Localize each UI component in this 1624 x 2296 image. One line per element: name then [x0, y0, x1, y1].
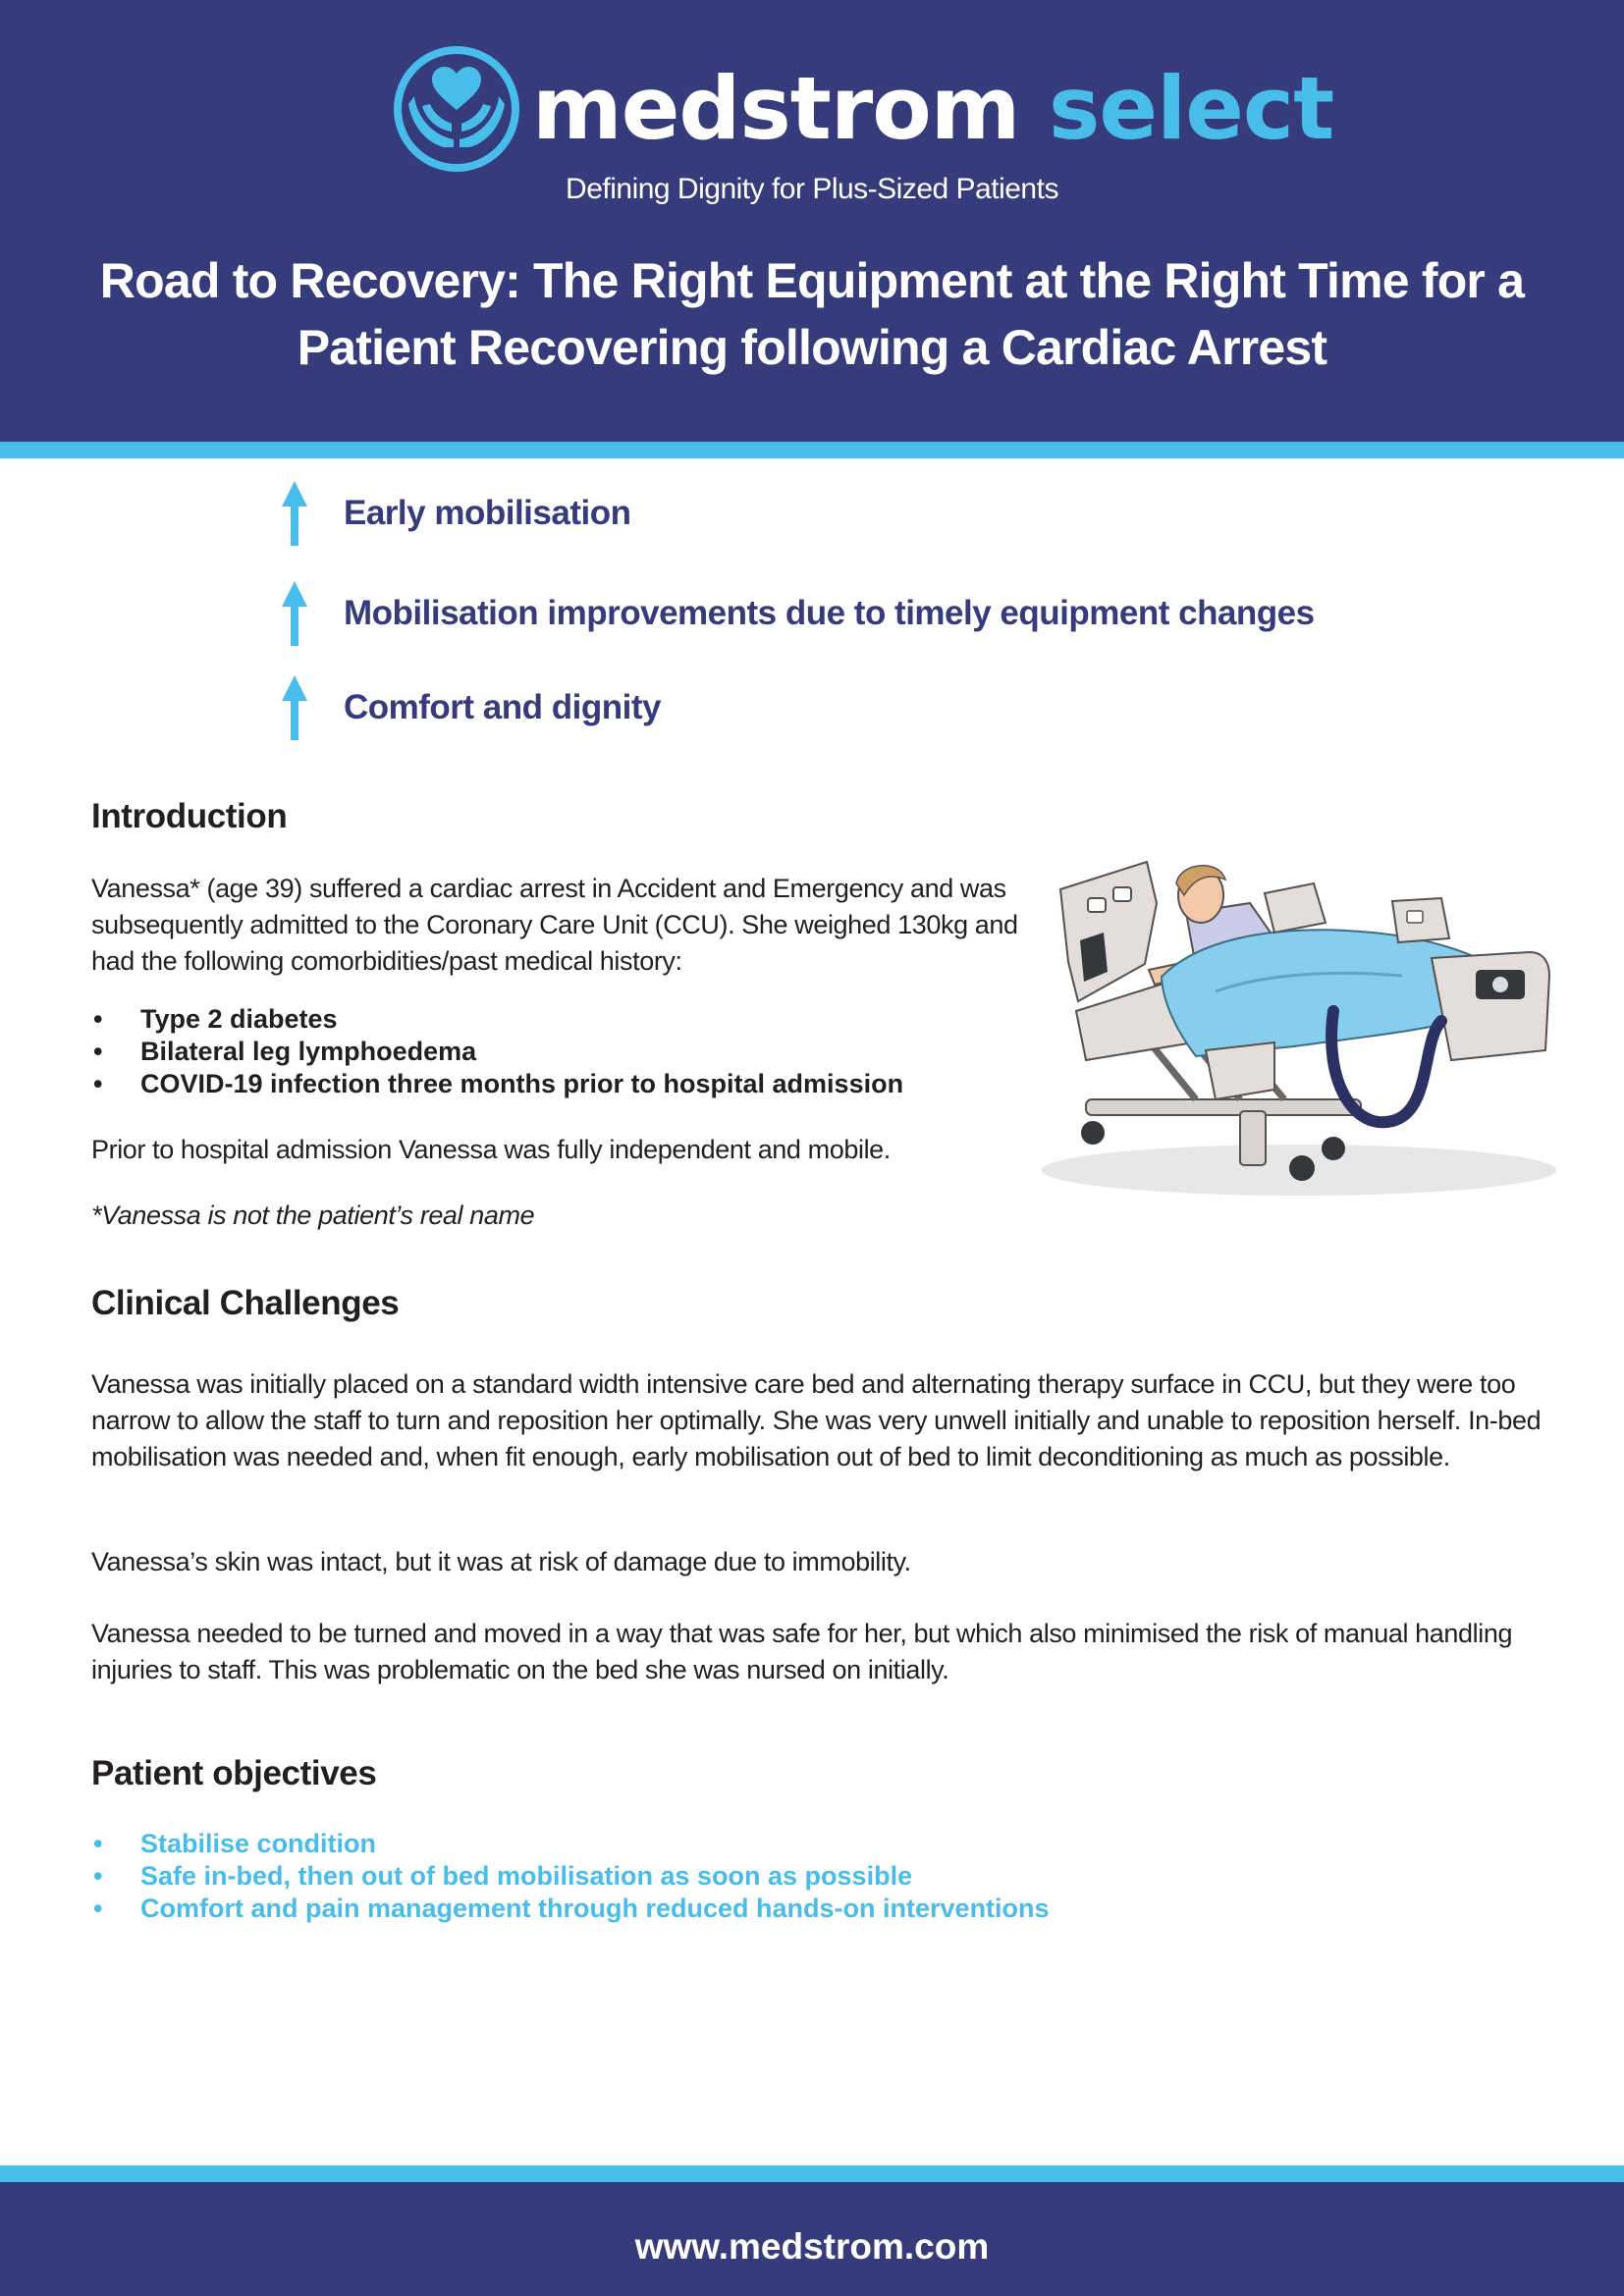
footer-website-link[interactable]: www.medstrom.com [634, 2226, 990, 2267]
clinical-challenges-paragraph: Vanessa needed to be turned and moved in a way that was safe for her, but which also minimised the risk of manual handling injuries to staff. This was problematic on the bed she was nursed on initially. [91, 1619, 1513, 1684]
header-divider [0, 442, 1624, 458]
introduction-heading: Introduction [91, 797, 288, 835]
list-item: • Comfort and pain management through reduced hands-on interventions [91, 1893, 1368, 1925]
heart-in-hands-icon [393, 45, 520, 173]
brand-tagline: Defining Dignity for Plus-Sized Patients [566, 173, 1058, 205]
brand-name-medstrom: medstrom [532, 58, 1020, 159]
name-footnote: *Vanessa is not the patient’s real name [91, 1201, 535, 1230]
list-item: • Stabilise condition [91, 1828, 1368, 1860]
footer-divider [0, 2165, 1624, 2182]
brand-name-select: select [1049, 58, 1334, 159]
list-item: • Safe in-bed, then out of bed mobilisation as soon as possible [91, 1860, 1368, 1893]
benefit-label: Mobilisation improvements due to timely equipment changes [344, 594, 1315, 632]
clinical-challenges-paragraph: Vanessa was initially placed on a standard width intensive care bed and alternating therapy surface in CCU, but they were too narrow to allow the staff to turn and reposition her optimally. She was very unwell initially and unable to reposition herself. In-bed mobilisation was needed and, when fit enough, early mobilisation out of bed to limit deconditioning as much as possible. [91, 1369, 1542, 1471]
patient-objectives-heading: Patient objectives [91, 1754, 377, 1792]
arrow-up-icon [281, 673, 308, 742]
benefit-item [281, 579, 1315, 648]
introduction-paragraph: Vanessa* (age 39) suffered a cardiac arrest in Accident and Emergency and was subsequently admitted to the Coronary Care Unit (CCU). She weighed 130kg and had the following comorbidities/past medical history: [91, 874, 1018, 976]
brand-logo [393, 45, 1333, 173]
benefit-item [281, 673, 661, 742]
benefit-label: Early mobilisation [344, 494, 631, 532]
arrow-up-icon [281, 479, 308, 548]
list-item: • Bilateral leg lymphoedema [91, 1036, 1073, 1068]
list-item: • Type 2 diabetes [91, 1003, 1073, 1036]
benefit-item [281, 479, 630, 548]
brand-wordmark [532, 58, 1334, 159]
list-item: • COVID-19 infection three months prior to hospital admission [91, 1068, 1073, 1100]
arrow-up-icon [281, 579, 308, 648]
patient-objectives-list [91, 1828, 1368, 1925]
page-title: Road to Recovery: The Right Equipment at the Right Time for a Patient Recovering following a Cardiac Arrest [99, 253, 1525, 375]
clinical-challenges-heading: Clinical Challenges [91, 1284, 400, 1322]
comorbidities-list [91, 1003, 1073, 1100]
introduction-closing: Prior to hospital admission Vanessa was fully independent and mobile. [91, 1135, 891, 1164]
benefit-label: Comfort and dignity [344, 688, 661, 726]
patient-bed-illustration [1039, 854, 1564, 1198]
clinical-challenges-paragraph: Vanessa’s skin was intact, but it was at risk of damage due to immobility. [91, 1547, 911, 1576]
